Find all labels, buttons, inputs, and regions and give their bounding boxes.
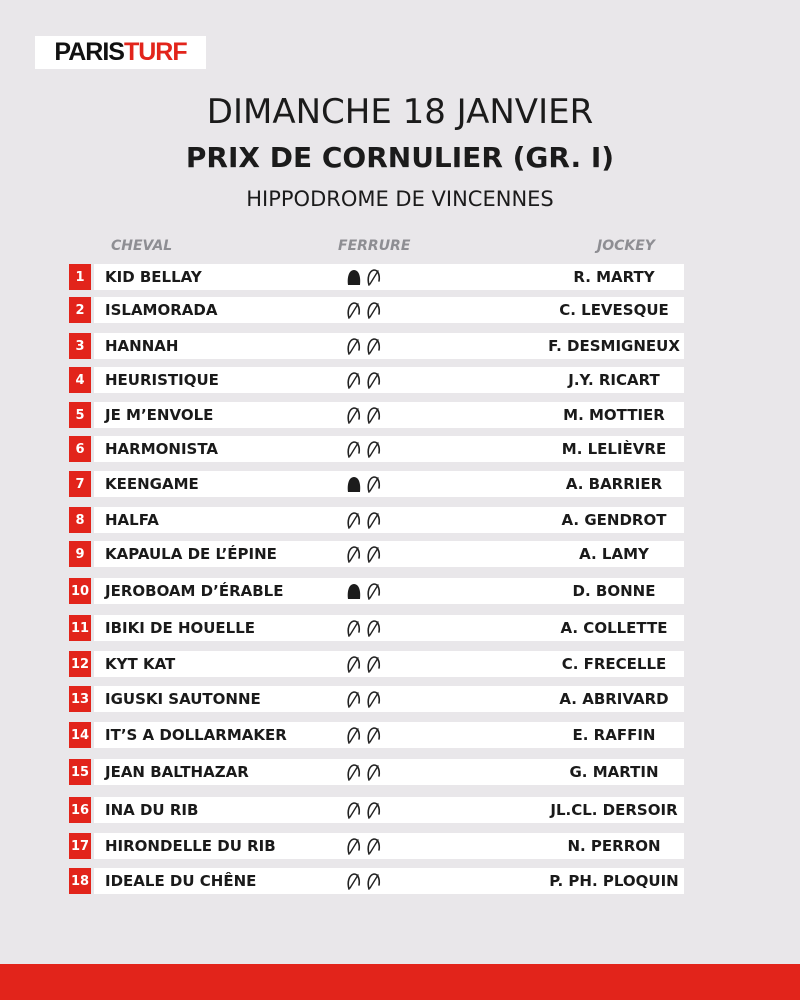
- ferrure-icons: [345, 440, 385, 458]
- jockey-name: JL.CL. DERSOIR: [550, 801, 678, 819]
- runner-row: [69, 797, 684, 823]
- unshod-shoe-icon: [348, 373, 359, 388]
- runner-number-badge: 16: [69, 797, 91, 823]
- unshod-shoe-icon: [368, 373, 379, 388]
- runner-row: [69, 686, 684, 712]
- runner-row: [69, 759, 684, 785]
- runner-row: [69, 297, 684, 323]
- runner-bar: [94, 833, 684, 859]
- unshod-shoe-icon: [348, 692, 359, 707]
- unshod-shoe-icon: [348, 874, 359, 889]
- runner-bar: [94, 615, 684, 641]
- jockey-name: A. ABRIVARD: [559, 690, 669, 708]
- shod-shoe-icon: [348, 270, 361, 285]
- jockey-name: A. LAMY: [579, 545, 649, 563]
- runner-row: [69, 722, 684, 748]
- runner-bar: [94, 797, 684, 823]
- ferrure-icons: [345, 872, 385, 890]
- ferrure-icons: [345, 371, 385, 389]
- runner-bar: [94, 759, 684, 785]
- unshod-shoe-icon: [348, 303, 359, 318]
- footer-band: [0, 964, 800, 1000]
- unshod-shoe-icon: [368, 874, 379, 889]
- runner-number-badge: 9: [69, 541, 91, 567]
- jockey-name: J.Y. RICART: [568, 371, 660, 389]
- unshod-shoe-icon: [368, 692, 379, 707]
- horse-name: IT’S A DOLLARMAKER: [105, 726, 287, 744]
- unshod-shoe-icon: [348, 547, 359, 562]
- horse-name: HALFA: [105, 511, 159, 529]
- unshod-shoe-icon: [348, 339, 359, 354]
- runner-number-badge: 17: [69, 833, 91, 859]
- jockey-name: F. DESMIGNEUX: [548, 337, 680, 355]
- ferrure-icons: [345, 837, 385, 855]
- ferrure-icons: [345, 655, 385, 673]
- ferrure-icons: [345, 406, 385, 424]
- ferrure-icons: [345, 726, 385, 744]
- ferrure-icons: [345, 582, 385, 600]
- runner-row: [69, 507, 684, 533]
- runner-bar: [94, 578, 684, 604]
- runner-number-badge: 5: [69, 402, 91, 428]
- runner-row: [69, 333, 684, 359]
- runner-number-badge: 4: [69, 367, 91, 393]
- horse-name: JEAN BALTHAZAR: [105, 763, 249, 781]
- logo-part-turf: TURF: [123, 38, 187, 66]
- jockey-name: A. BARRIER: [565, 475, 663, 493]
- unshod-shoe-icon: [368, 408, 379, 423]
- runner-number-badge: 8: [69, 507, 91, 533]
- runner-bar: [94, 436, 684, 462]
- horse-name: JEROBOAM D’ÉRABLE: [105, 582, 284, 600]
- shod-shoe-icon: [348, 477, 361, 492]
- jockey-name: R. MARTY: [573, 268, 655, 286]
- runner-number-badge: 14: [69, 722, 91, 748]
- jockey-name: A. GENDROT: [561, 511, 667, 529]
- horse-name: IBIKI DE HOUELLE: [105, 619, 256, 637]
- ferrure-icons: [345, 801, 385, 819]
- unshod-shoe-icon: [348, 839, 359, 854]
- unshod-shoe-icon: [368, 621, 379, 636]
- unshod-shoe-icon: [368, 584, 379, 599]
- horse-name: HANNAH: [105, 337, 179, 355]
- runner-bar: [94, 651, 684, 677]
- runner-row: [69, 471, 684, 497]
- unshod-shoe-icon: [348, 621, 359, 636]
- runner-bar: [94, 722, 684, 748]
- unshod-shoe-icon: [348, 728, 359, 743]
- race-venue: HIPPODROME DE VINCENNES: [246, 187, 554, 211]
- horse-name: KEENGAME: [105, 475, 199, 493]
- horse-name: KID BELLAY: [105, 268, 202, 286]
- runner-number-badge: 1: [69, 264, 91, 290]
- runner-row: [69, 367, 684, 393]
- column-header-jockey: JOCKEY: [597, 238, 655, 254]
- runner-bar: [94, 541, 684, 567]
- unshod-shoe-icon: [348, 803, 359, 818]
- horse-name: IDEALE DU CHÊNE: [105, 872, 257, 890]
- ferrure-icons: [345, 619, 385, 637]
- runner-number-badge: 7: [69, 471, 91, 497]
- runner-bar: [94, 367, 684, 393]
- jockey-name: A. COLLETTE: [560, 619, 668, 637]
- runner-row: [69, 833, 684, 859]
- runner-number-badge: 11: [69, 615, 91, 641]
- jockey-name: E. RAFFIN: [572, 726, 656, 744]
- unshod-shoe-icon: [368, 339, 379, 354]
- column-header-cheval: CHEVAL: [111, 238, 173, 254]
- column-header-ferrure: FERRURE: [338, 238, 411, 254]
- runner-row: [69, 264, 684, 290]
- unshod-shoe-icon: [368, 547, 379, 562]
- jockey-name: D. BONNE: [572, 582, 656, 600]
- unshod-shoe-icon: [348, 408, 359, 423]
- unshod-shoe-icon: [348, 765, 359, 780]
- runner-number-badge: 18: [69, 868, 91, 894]
- runner-row: [69, 402, 684, 428]
- race-title: PRIX DE CORNULIER (GR. I): [185, 141, 615, 174]
- logo-part-paris: PARIS: [54, 38, 124, 66]
- ferrure-icons: [345, 337, 385, 355]
- runner-bar: [94, 333, 684, 359]
- runner-row: [69, 541, 684, 567]
- unshod-shoe-icon: [368, 728, 379, 743]
- ferrure-icons: [345, 301, 385, 319]
- runner-row: [69, 578, 684, 604]
- unshod-shoe-icon: [368, 477, 379, 492]
- unshod-shoe-icon: [348, 442, 359, 457]
- runner-number-badge: 15: [69, 759, 91, 785]
- unshod-shoe-icon: [368, 657, 379, 672]
- runner-bar: [94, 264, 684, 290]
- shod-shoe-icon: [348, 584, 361, 599]
- runner-bar: [94, 507, 684, 533]
- horse-name: HARMONISTA: [105, 440, 219, 458]
- runner-row: [69, 615, 684, 641]
- runner-number-badge: 6: [69, 436, 91, 462]
- jockey-name: C. FRECELLE: [561, 655, 667, 673]
- runner-bar: [94, 297, 684, 323]
- ferrure-icons: [345, 268, 385, 286]
- unshod-shoe-icon: [368, 303, 379, 318]
- ferrure-icons: [345, 690, 385, 708]
- unshod-shoe-icon: [368, 803, 379, 818]
- jockey-name: G. MARTIN: [569, 763, 659, 781]
- runner-number-badge: 12: [69, 651, 91, 677]
- runner-number-badge: 13: [69, 686, 91, 712]
- jockey-name: C. LEVESQUE: [559, 301, 669, 319]
- ferrure-icons: [345, 545, 385, 563]
- runner-bar: [94, 471, 684, 497]
- horse-name: HEURISTIQUE: [105, 371, 219, 389]
- jockey-name: N. PERRON: [567, 837, 661, 855]
- runner-row: [69, 436, 684, 462]
- runner-bar: [94, 686, 684, 712]
- runner-number-badge: 3: [69, 333, 91, 359]
- runner-row: [69, 651, 684, 677]
- horse-name: INA DU RIB: [105, 801, 199, 819]
- unshod-shoe-icon: [368, 513, 379, 528]
- horse-name: HIRONDELLE DU RIB: [105, 837, 276, 855]
- unshod-shoe-icon: [348, 513, 359, 528]
- ferrure-icons: [345, 475, 385, 493]
- runner-bar: [94, 402, 684, 428]
- race-date: DIMANCHE 18 JANVIER: [206, 92, 594, 132]
- unshod-shoe-icon: [348, 657, 359, 672]
- horse-name: ISLAMORADA: [105, 301, 218, 319]
- unshod-shoe-icon: [368, 442, 379, 457]
- runner-number-badge: 10: [69, 578, 91, 604]
- jockey-name: P. PH. PLOQUIN: [549, 872, 679, 890]
- jockey-name: M. MOTTIER: [563, 406, 665, 424]
- horse-name: IGUSKI SAUTONNE: [105, 690, 261, 708]
- ferrure-icons: [345, 763, 385, 781]
- unshod-shoe-icon: [368, 839, 379, 854]
- runner-number-badge: 2: [69, 297, 91, 323]
- ferrure-icons: [345, 511, 385, 529]
- runner-row: [69, 868, 684, 894]
- jockey-name: M. LELIÈVRE: [561, 440, 667, 458]
- unshod-shoe-icon: [368, 270, 379, 285]
- runner-bar: [94, 868, 684, 894]
- horse-name: JE M’ENVOLE: [105, 406, 214, 424]
- horse-name: KYT KAT: [105, 655, 176, 673]
- horse-name: KAPAULA DE L’ÉPINE: [105, 545, 277, 563]
- unshod-shoe-icon: [368, 765, 379, 780]
